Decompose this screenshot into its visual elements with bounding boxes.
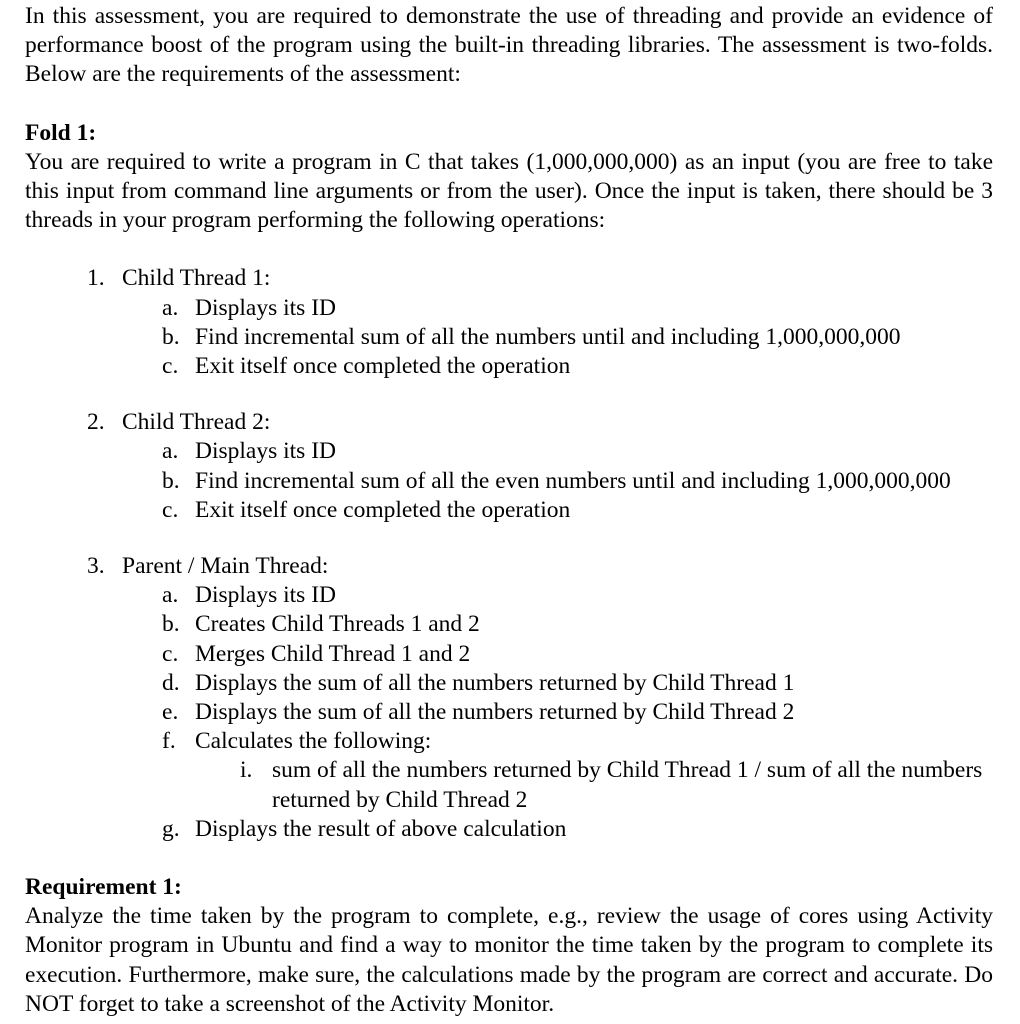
main-thread-subitems — [122, 581, 993, 844]
list-marker-a — [162, 294, 192, 323]
thread-title: Child Thread 1: — [122, 265, 271, 292]
list-item — [122, 610, 993, 639]
list-marker-f — [162, 727, 192, 756]
list-marker-c — [162, 640, 192, 669]
list-marker-3 — [87, 552, 121, 581]
subitem-text: Merges Child Thread 1 and 2 — [195, 640, 471, 667]
list-item — [122, 437, 993, 466]
subitem-text: Creates Child Threads 1 and 2 — [195, 611, 480, 638]
list-item — [122, 496, 993, 525]
subitem-text: Displays its ID — [195, 582, 336, 609]
requirement1-paragraph: Analyze the time taken by the program to complete, e.g., review the usage of cores using Activity Monitor program in Ubuntu and find a way to monitor the time taken by the program to complete its execution. Furthermore, make sure, the calculations made by the program are correct and accurate. Do NOT forget to take a screenshot of the Activity Monitor. — [25, 903, 993, 1017]
list-item — [122, 294, 993, 323]
list-item — [122, 640, 993, 669]
list-marker-e — [162, 698, 192, 727]
list-item — [122, 698, 993, 727]
list-marker-c — [162, 496, 192, 525]
subitem-text: Exit itself once completed the operation — [195, 496, 571, 523]
thread-requirements-list — [25, 264, 993, 844]
list-marker-b — [162, 467, 192, 496]
list-item — [25, 264, 993, 381]
list-marker-1 — [87, 264, 121, 293]
list-marker-d — [162, 669, 192, 698]
list-item — [122, 352, 993, 381]
subitem-text: Calculates the following: — [195, 728, 432, 755]
list-item — [25, 552, 993, 844]
subitem-text: Displays its ID — [195, 438, 336, 465]
list-item — [122, 669, 993, 698]
fold1-heading: Fold 1: — [25, 119, 97, 146]
list-marker-c — [162, 352, 192, 381]
thread-title: Child Thread 2: — [122, 409, 271, 436]
list-item — [122, 581, 993, 610]
subitem-text: Find incremental sum of all the numbers until and including 1,000,000,000 — [195, 323, 901, 350]
list-item — [122, 467, 993, 496]
intro-paragraph: In this assessment, you are required to demonstrate the use of threading and provide an evidence of performance boost of the program using the built-in threading libraries. The assessment is two-folds. Below are the requirements of the assessment: — [25, 3, 993, 88]
list-marker-a — [162, 437, 192, 466]
list-marker-i — [240, 756, 268, 785]
subitem-text: Displays its ID — [195, 294, 336, 321]
thread-1-subitems — [122, 294, 993, 382]
spacer-before-requirement — [25, 844, 993, 873]
list-marker-g — [162, 815, 192, 844]
list-item — [25, 408, 993, 525]
requirement1-heading: Requirement 1: — [25, 874, 182, 901]
list-item — [122, 323, 993, 352]
fold1-paragraph: You are required to write a program in C that takes (1,000,000,000) as an input (you are free to take this input from command line arguments or from the user). Once the input is taken, there should be 3 threads in your program performing the following operations: — [25, 148, 993, 234]
list-marker-2 — [87, 408, 121, 437]
calculation-subitems — [195, 756, 993, 814]
list-item — [195, 756, 993, 814]
subitem-text: Exit itself once completed the operation — [195, 353, 571, 380]
list-marker-a — [162, 581, 192, 610]
spacer-before-list — [25, 235, 993, 264]
list-item — [122, 727, 993, 815]
thread-title: Parent / Main Thread: — [122, 553, 329, 580]
list-marker-b — [162, 323, 192, 352]
subitem-text: Displays the sum of all the numbers returned by Child Thread 1 — [195, 669, 795, 696]
spacer-after-intro — [25, 90, 993, 119]
subitem-text: Displays the sum of all the numbers returned by Child Thread 2 — [195, 699, 795, 726]
subitem-text: Displays the result of above calculation — [195, 815, 567, 842]
subitem-text: Find incremental sum of all the even numbers until and including 1,000,000,000 — [195, 467, 951, 494]
calculation-text: sum of all the numbers returned by Child Thread 1 / sum of all the numbers returned by Child Thread 2 — [272, 757, 983, 813]
list-item — [122, 815, 993, 844]
list-marker-b — [162, 610, 192, 639]
thread-2-subitems — [122, 437, 993, 525]
